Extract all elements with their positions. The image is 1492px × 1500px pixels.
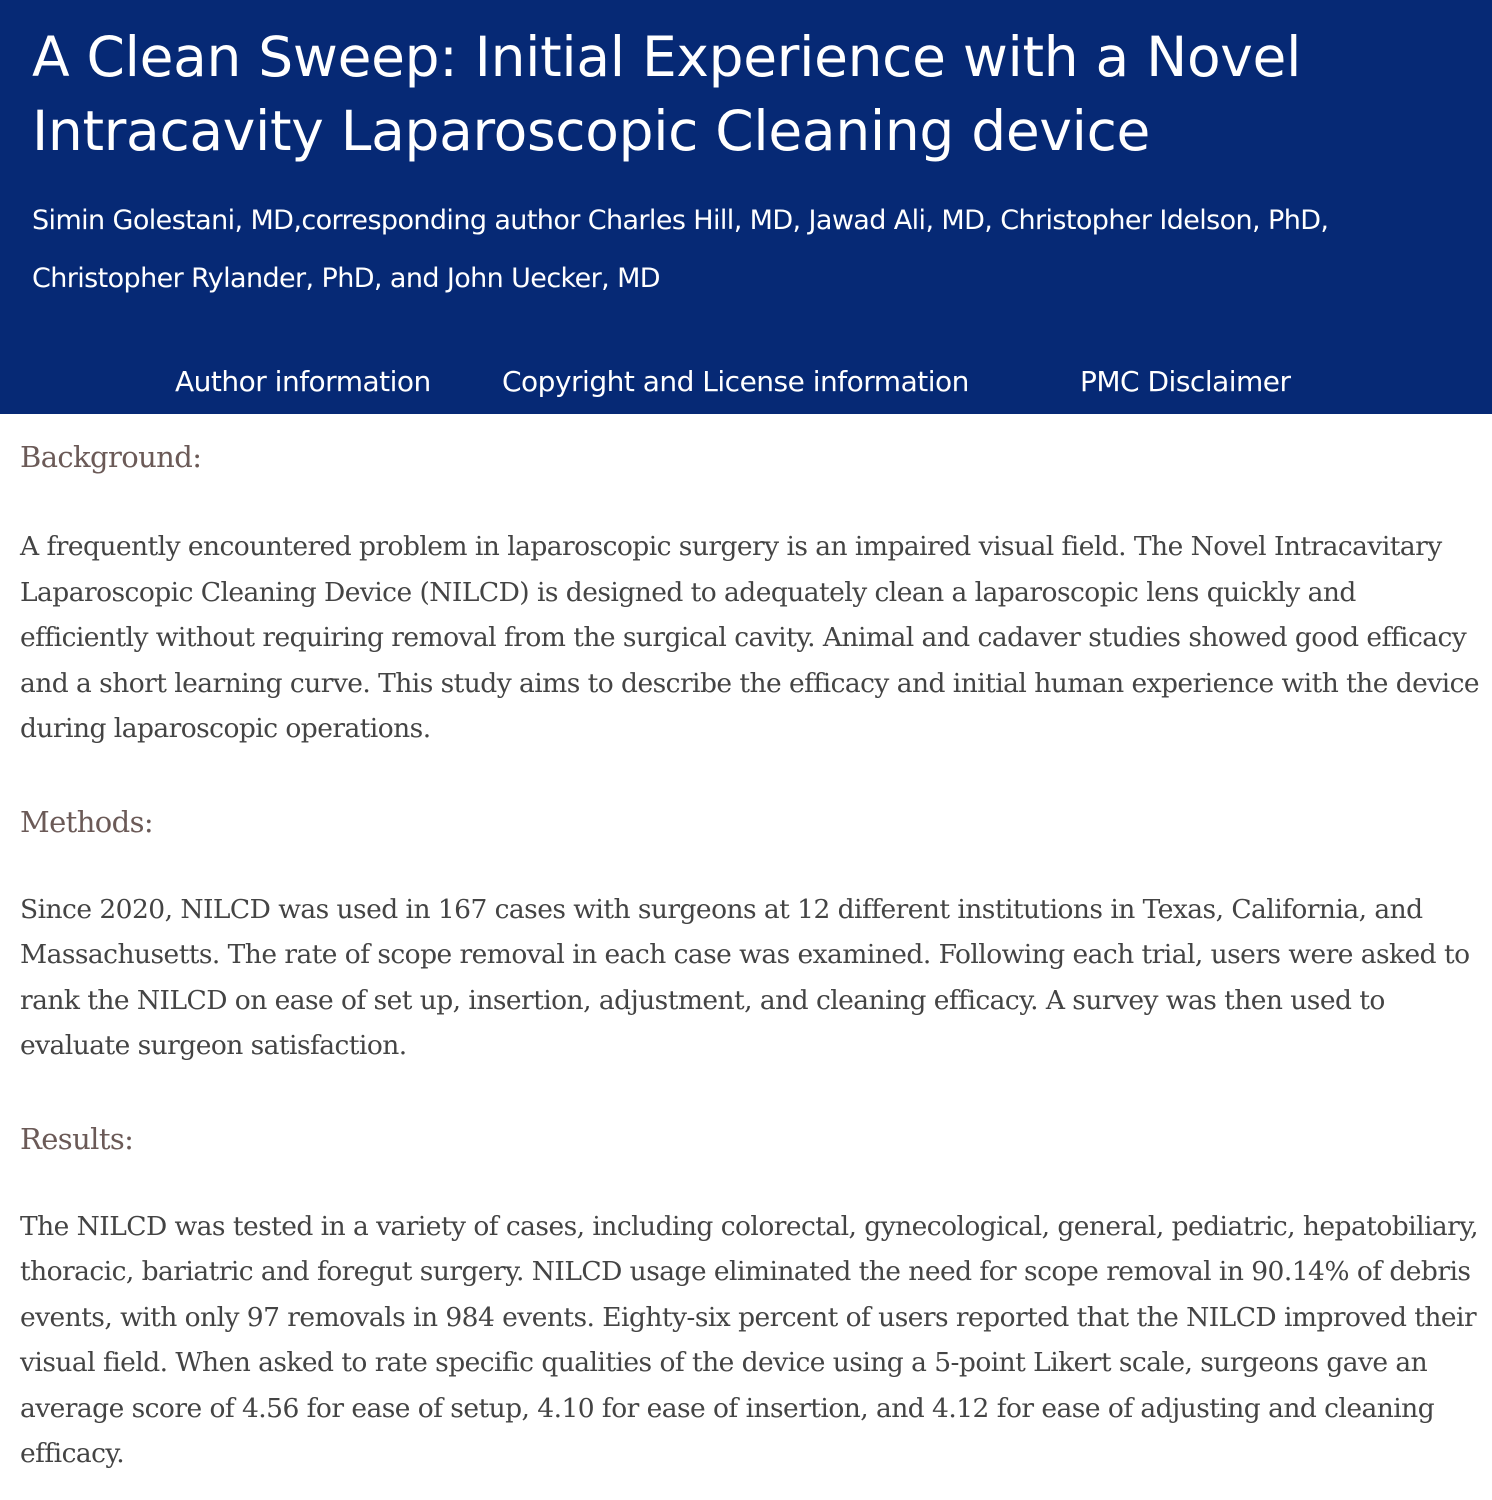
abstract (20, 430, 1485, 1477)
results-text: The NILCD was tested in a variety of cases, including colorectal, gynecological, general, pediatric, hepatobiliary, thoracic, bariatric and foregut surgery. NILCD usage eliminated the need for scope removal in 90.14% of debris events, with only 97 removals in 984 events. Eighty-six percent of users reported that the NILCD improved their visual field. When asked to rate specific qualities of the device using a 5-point Likert scale, surgeons gave an average score of 4.56 for ease of setup, 4.10 for ease of insertion, and 4.12 for ease of adjusting and cleaning efficacy. (20, 1210, 1479, 1469)
background-heading: Background: (20, 440, 202, 474)
article-title: A Clean Sweep: Initial Experience with a Novel Intracavity Laparoscopic Cleaning device (32, 25, 1302, 163)
methods-heading: Methods: (20, 804, 154, 839)
background-text: A frequently encountered problem in laparoscopic surgery is an impaired visual field. The Novel Intracavitary Laparoscopic Cleaning Device (NILCD) is designed to adequately clean a laparoscopic lens quickly and efficiently without requiring removal from the surgical cavity. Animal and cadaver studies showed good efficacy and a short learning curve. This study aims to describe the efficacy and initial human experience with the device during laparoscopic operations. (20, 531, 1480, 744)
background-section (20, 430, 1485, 752)
article-info-links (0, 358, 1492, 406)
pmc-disclaimer-link[interactable]: PMC Disclaimer (1080, 365, 1291, 398)
author-list[interactable]: Simin Golestani, MD,corresponding author Charles Hill, MD, Jawad Ali, MD, Christopher Idelson, PhD, Christopher Rylander, PhD, and John Uecker, MD (32, 205, 1329, 294)
article-header (0, 0, 1492, 414)
methods-text: Since 2020, NILCD was used in 167 cases with surgeons at 12 different institutions in Texas, California, and Massachusetts. The rate of scope removal in each case was examined. Following each trial, users were asked to rank the NILCD on ease of set up, insertion, adjustment, and cleaning efficacy. A survey was then used to evaluate surgeon satisfaction. (20, 893, 1470, 1061)
results-heading: Results: (20, 1121, 134, 1156)
author-information-link[interactable]: Author information (175, 365, 431, 398)
results-section (20, 1112, 1485, 1477)
copyright-license-link[interactable]: Copyright and License information (502, 365, 969, 398)
methods-section (20, 795, 1485, 1069)
